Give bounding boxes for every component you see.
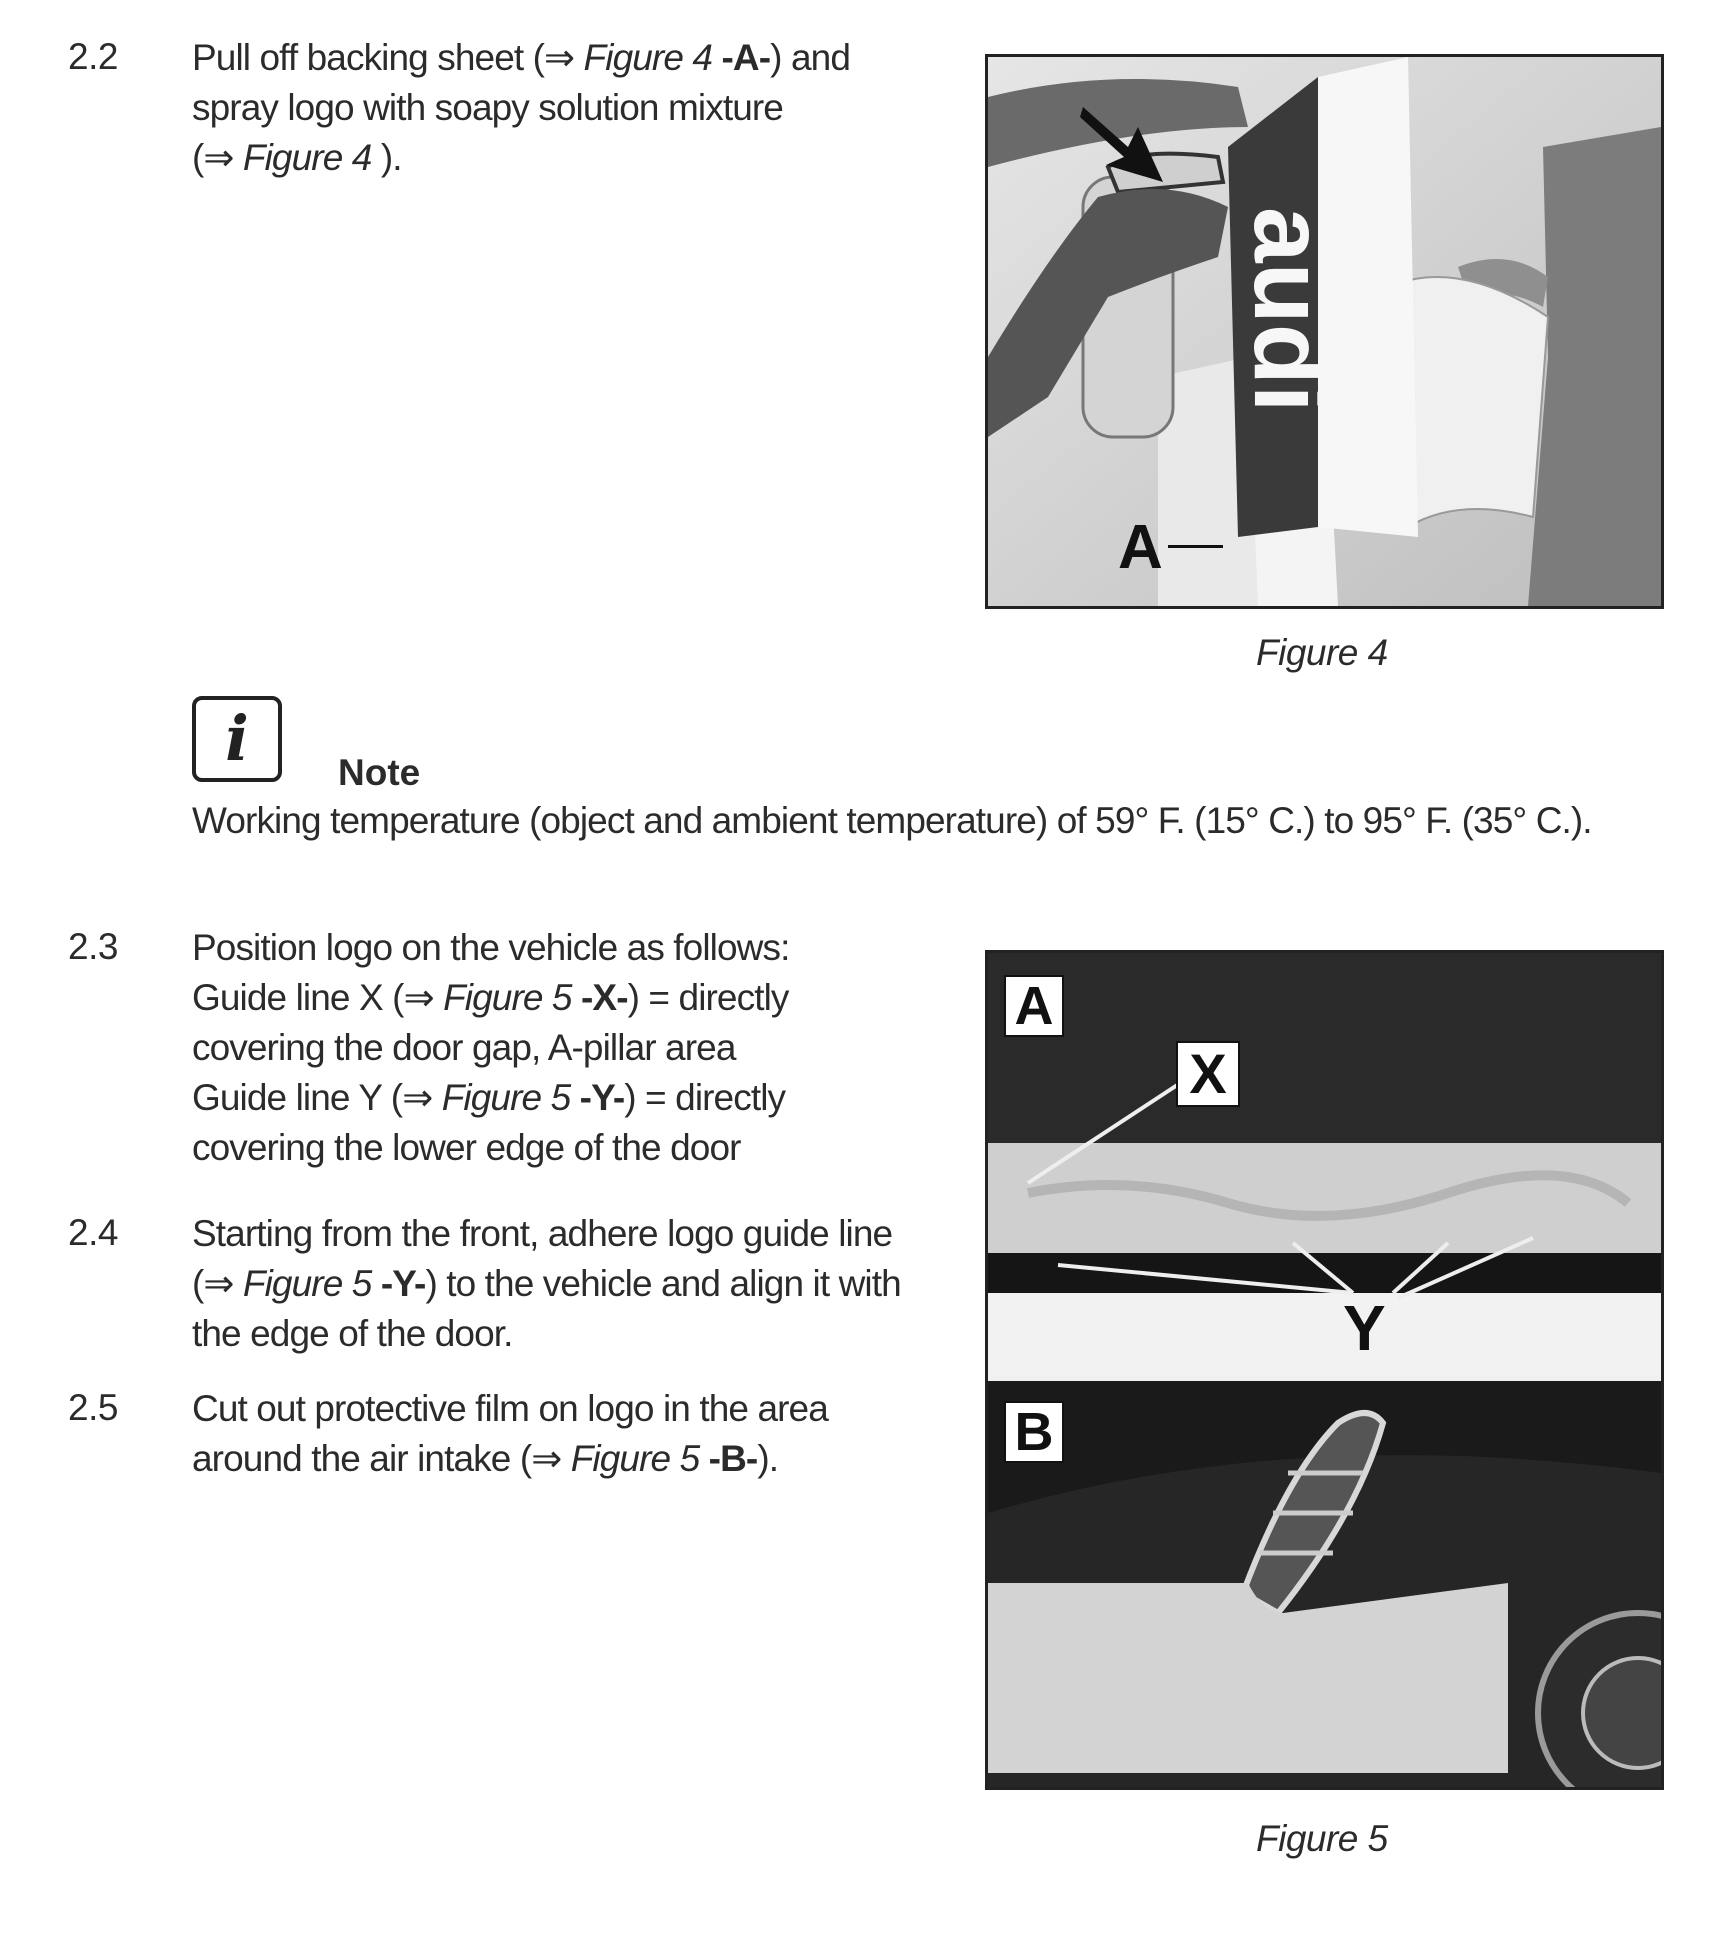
figure-5-label-x: X <box>1176 1041 1240 1107</box>
text-segment: (⇒ <box>192 1263 243 1304</box>
text-segment: Pull off backing sheet (⇒ <box>192 37 584 78</box>
text-segment: covering the lower edge of the door <box>192 1127 741 1168</box>
figure-5-label-y: Y <box>1343 1292 1386 1364</box>
step-line <box>192 1023 789 1073</box>
figure-4-label-a: A <box>1118 513 1163 582</box>
text-segment: Guide line Y (⇒ <box>192 1077 442 1118</box>
step-line <box>192 1434 828 1484</box>
text-segment: Guide line X (⇒ <box>192 977 444 1018</box>
figure-4-logo-text: audi <box>1233 207 1345 413</box>
text-segment: ) = directly <box>624 1077 786 1118</box>
text-segment: ) and <box>770 37 850 78</box>
figure-reference: Figure 5 <box>441 1077 571 1118</box>
step-number: 2.3 <box>68 926 118 967</box>
step-line <box>192 33 850 83</box>
figure-reference: Figure 5 <box>570 1438 700 1479</box>
text-segment: spray logo with soapy solution mixture <box>192 87 783 128</box>
figure-4-caption: Figure 4 <box>1256 632 1388 673</box>
figure-label-reference: -A- <box>721 37 771 78</box>
step-text-2-2 <box>192 33 850 183</box>
step-text-2-3 <box>192 923 789 1173</box>
step-text-2-5 <box>192 1384 828 1484</box>
text-segment: covering the door gap, A-pillar area <box>192 1027 736 1068</box>
step-line <box>192 1384 828 1434</box>
figure-reference: Figure 4 <box>242 137 372 178</box>
text-segment: Position logo on the vehicle as follows: <box>192 927 790 968</box>
text-segment <box>371 1263 380 1304</box>
step-number: 2.2 <box>68 36 118 77</box>
step-line <box>192 1209 901 1259</box>
text-segment: Cut out protective film on logo in the area <box>192 1388 828 1429</box>
step-text-2-4 <box>192 1209 901 1359</box>
figure-label-reference: -Y- <box>579 1077 625 1118</box>
step-line <box>192 133 850 183</box>
step-line <box>192 1309 901 1359</box>
figure-reference: Figure 4 <box>583 37 713 78</box>
text-segment: ). <box>371 137 402 178</box>
text-segment: ). <box>757 1438 779 1479</box>
text-segment: ) = directly <box>627 977 789 1018</box>
figure-label-reference: -Y- <box>380 1263 426 1304</box>
step-line <box>192 973 789 1023</box>
text-segment: ) to the vehicle and align it with <box>425 1263 901 1304</box>
text-segment <box>572 977 581 1018</box>
figure-4-photo <box>985 54 1664 609</box>
text-segment <box>570 1077 579 1118</box>
text-segment: around the air intake (⇒ <box>192 1438 571 1479</box>
note-text: Working temperature (object and ambient temperature) of 59° F. (15° C.) to 95° F. (35° C.). <box>192 800 1592 841</box>
note-title: Note <box>338 752 421 793</box>
step-line <box>192 1259 901 1309</box>
info-icon <box>192 696 282 782</box>
figure-4-leader-line <box>1168 545 1223 548</box>
step-line <box>192 1123 789 1173</box>
figure-label-reference: -X- <box>581 977 628 1018</box>
figure-5-photo <box>985 950 1664 1790</box>
figure-5-panel-b-label: B <box>1004 1401 1064 1463</box>
text-segment: Starting from the front, adhere logo guide line <box>192 1213 893 1254</box>
figure-5-caption: Figure 5 <box>1256 1818 1388 1859</box>
text-segment <box>699 1438 708 1479</box>
info-icon-glyph: i <box>225 702 249 775</box>
figure-label-reference: -B- <box>708 1438 758 1479</box>
text-segment: the edge of the door. <box>192 1313 513 1354</box>
figure-5-panel-a-label: A <box>1004 975 1064 1037</box>
step-number: 2.4 <box>68 1212 118 1253</box>
step-line <box>192 83 850 133</box>
step-line <box>192 1073 789 1123</box>
figure-reference: Figure 5 <box>242 1263 372 1304</box>
figure-reference: Figure 5 <box>443 977 572 1018</box>
text-segment: (⇒ <box>192 137 243 178</box>
step-line <box>192 923 789 973</box>
step-number: 2.5 <box>68 1387 118 1428</box>
